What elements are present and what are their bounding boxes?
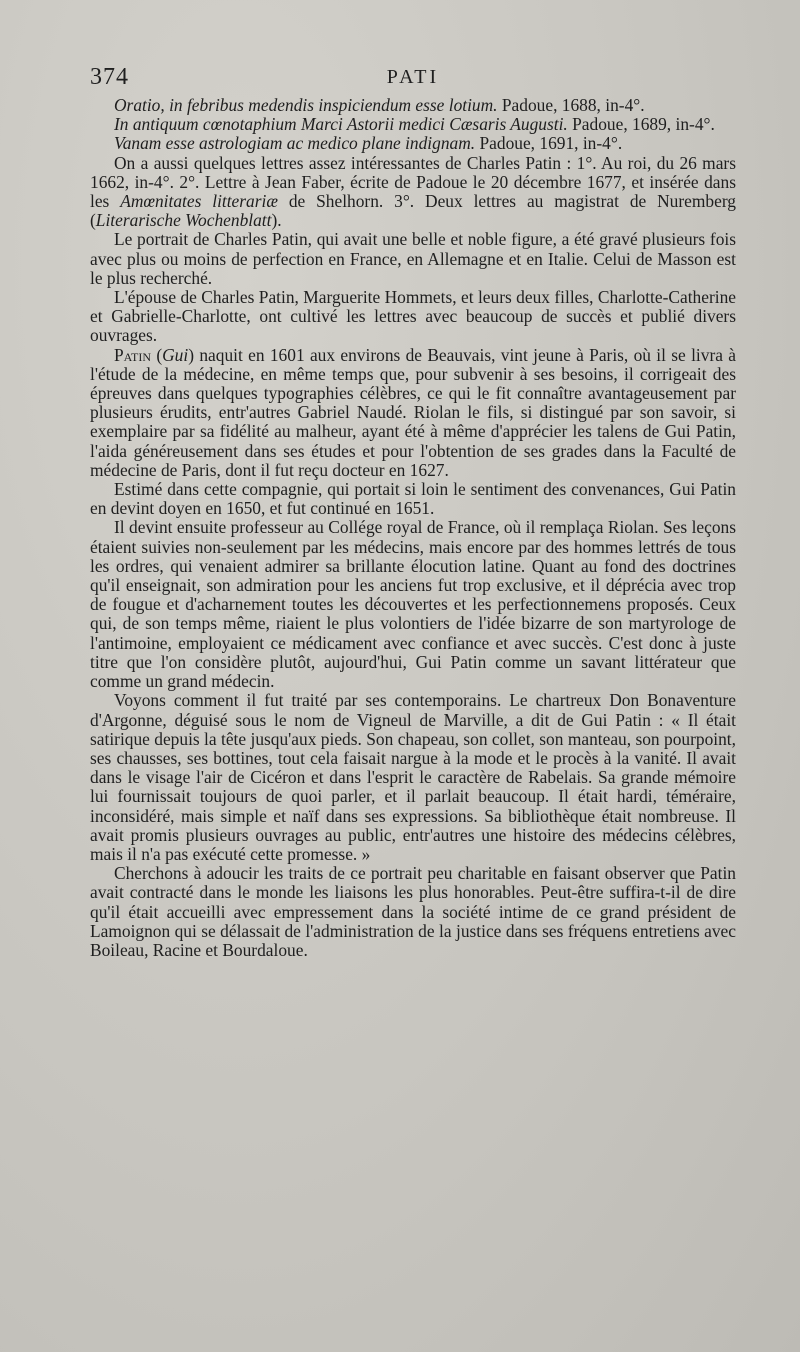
text-span: Cherchons à adoucir les traits de ce portrait peu charitable en faisant observer que Patin avait contracté dans le monde les liaisons les plus honorables. Peut-être suffira-t-il de dire qu'il était accueilli avec empressement dans la société intime de ce grand président de Lamoignon qui se délassait de l'administration de la justice dans ses fréquens entretiens avec Boileau, Racine et Bourdaloue.: [90, 863, 736, 960]
text-span: Patin: [114, 344, 151, 365]
text-span: Le portrait de Charles Patin, qui avait une belle et noble figure, a été gravé plusieurs fois avec plus ou moins de perfection en France, en Allemagne et en Italie. Celui de Masson est le plus recherché.: [90, 229, 736, 288]
paragraph: [90, 691, 736, 864]
paragraph: [90, 480, 736, 518]
paragraph: [90, 230, 736, 288]
paragraph: [90, 346, 736, 480]
paragraph: [90, 864, 736, 960]
body-text: [90, 96, 736, 960]
text-span: Il devint ensuite professeur au Collége royal de France, où il remplaça Riolan. Ses leçons étaient suivies non-seulement par les médecins, mais encore par des hommes lettrés de tous les ordres, qui venaient admirer sa brillante élocution latine. Quant au fond des doctrines qu'il enseignait, son admiration pour les anciens fut trop exclusive, et il déprécia avec trop de fougue et d'acharnement toutes les découvertes et les perfectionnemens proposés. Ceux qui, de son temps même, riaient le plus volontiers de l'idée bizarre de son martyrologe de l'antimoine, employaient ce médicament avec confiance et avec succès. C'est donc à juste titre que l'on considère plutôt, aujourd'hui, Gui Patin comme un savant littérateur que comme un grand médecin.: [90, 517, 736, 692]
italic-text: In antiquum cœnotaphium Marci Astorii medici Cæsaris Augusti.: [114, 114, 568, 135]
italic-text: Literarische Wochenblatt: [95, 210, 272, 231]
page-number: 374: [90, 64, 129, 90]
paragraph: [90, 154, 736, 231]
text-span: ) naquit en 1601 aux environs de Beauvais, vint jeune à Paris, où il se livra à l'étude de la médecine, en même temps que, pour subvenir à ses besoins, il corrigeait des épreuves dans quelques typographies célèbres, ce qui le fit connaître avantageusement par plusieurs érudits, entr'autres Gabriel Naudé. Riolan le fils, si distingué par son savoir, si exemplaire par sa fidélité au malheur, ayant été à même d'apprécier les talens de Gui Patin, l'aida généreusement dans ses études et pour l'obtention de ses grades dans la Faculté de médecine de Paris, dont il fut reçu docteur en 1627.: [90, 344, 737, 480]
text-span: Padoue, 1688, in-4°.: [497, 95, 645, 115]
page-header: [90, 64, 736, 94]
text-span: Voyons comment il fut traité par ses contemporains. Le chartreux Don Bonaventure d'Argonne, déguisé sous le nom de Vigneul de Marville, a dit de Gui Patin : « Il était satirique depuis la tête jusqu'aux pieds. Son chapeau, son collet, son manteau, son pourpoint, ses chausses, ses bottines, tout cela faisait nargue à la mode et le procès à la vanité. Il avait dans le visage l'air de Cicéron et dans l'esprit le caractère de Rabelais. Sa grande mémoire lui fournissait toujours de quoi parler, et il parlait beaucoup. Il était hardi, téméraire, inconsidéré, mais simple et naïf dans ses expressions. Sa bibliothèque était nombreuse. Il avait promis plusieurs ouvrages au public, entr'autres une histoire des médecins célèbres, mais il n'a pas exécuté cette promesse. »: [90, 690, 736, 864]
book-page: [90, 64, 736, 960]
italic-text: Vanam esse astrologiam ac medico plane indignam.: [114, 133, 476, 154]
paragraph: [90, 115, 736, 134]
paragraph: [90, 96, 736, 115]
text-span: Padoue, 1691, in-4°.: [475, 133, 623, 154]
running-head: PATI: [386, 66, 440, 88]
text-span: (: [151, 344, 163, 365]
text-span: L'épouse de Charles Patin, Marguerite Hommets, et leurs deux filles, Charlotte-Catherine et Gabrielle-Charlotte, ont cultivé les lettres avec beaucoup de succès et publié divers ouvrages.: [90, 287, 736, 346]
italic-text: Oratio, in febribus medendis inspiciendum esse lotium.: [114, 95, 498, 115]
paragraph: [90, 518, 736, 691]
paragraph: [90, 288, 736, 346]
paragraph: [90, 134, 736, 153]
italic-text: Amœnitates litterariæ: [120, 191, 278, 212]
text-span: ).: [271, 210, 282, 231]
text-span: de Shelhorn. 3°. Deux lettres au magistrat de Nuremberg (: [90, 191, 736, 231]
text-span: On a aussi quelques lettres assez intéressantes de Charles Patin : 1°. Au roi, du 26 mars 1662, in-4°. 2°. Lettre à Jean Faber, écrite de Padoue le 20 décembre 1677, et insérée dans les: [90, 152, 736, 212]
text-span: Padoue, 1689, in-4°.: [567, 114, 715, 135]
italic-text: Gui: [162, 344, 189, 365]
text-span: Estimé dans cette compagnie, qui portait si loin le sentiment des convenances, Gui Patin en devint doyen en 1650, et fut continué en 1651.: [90, 479, 736, 519]
